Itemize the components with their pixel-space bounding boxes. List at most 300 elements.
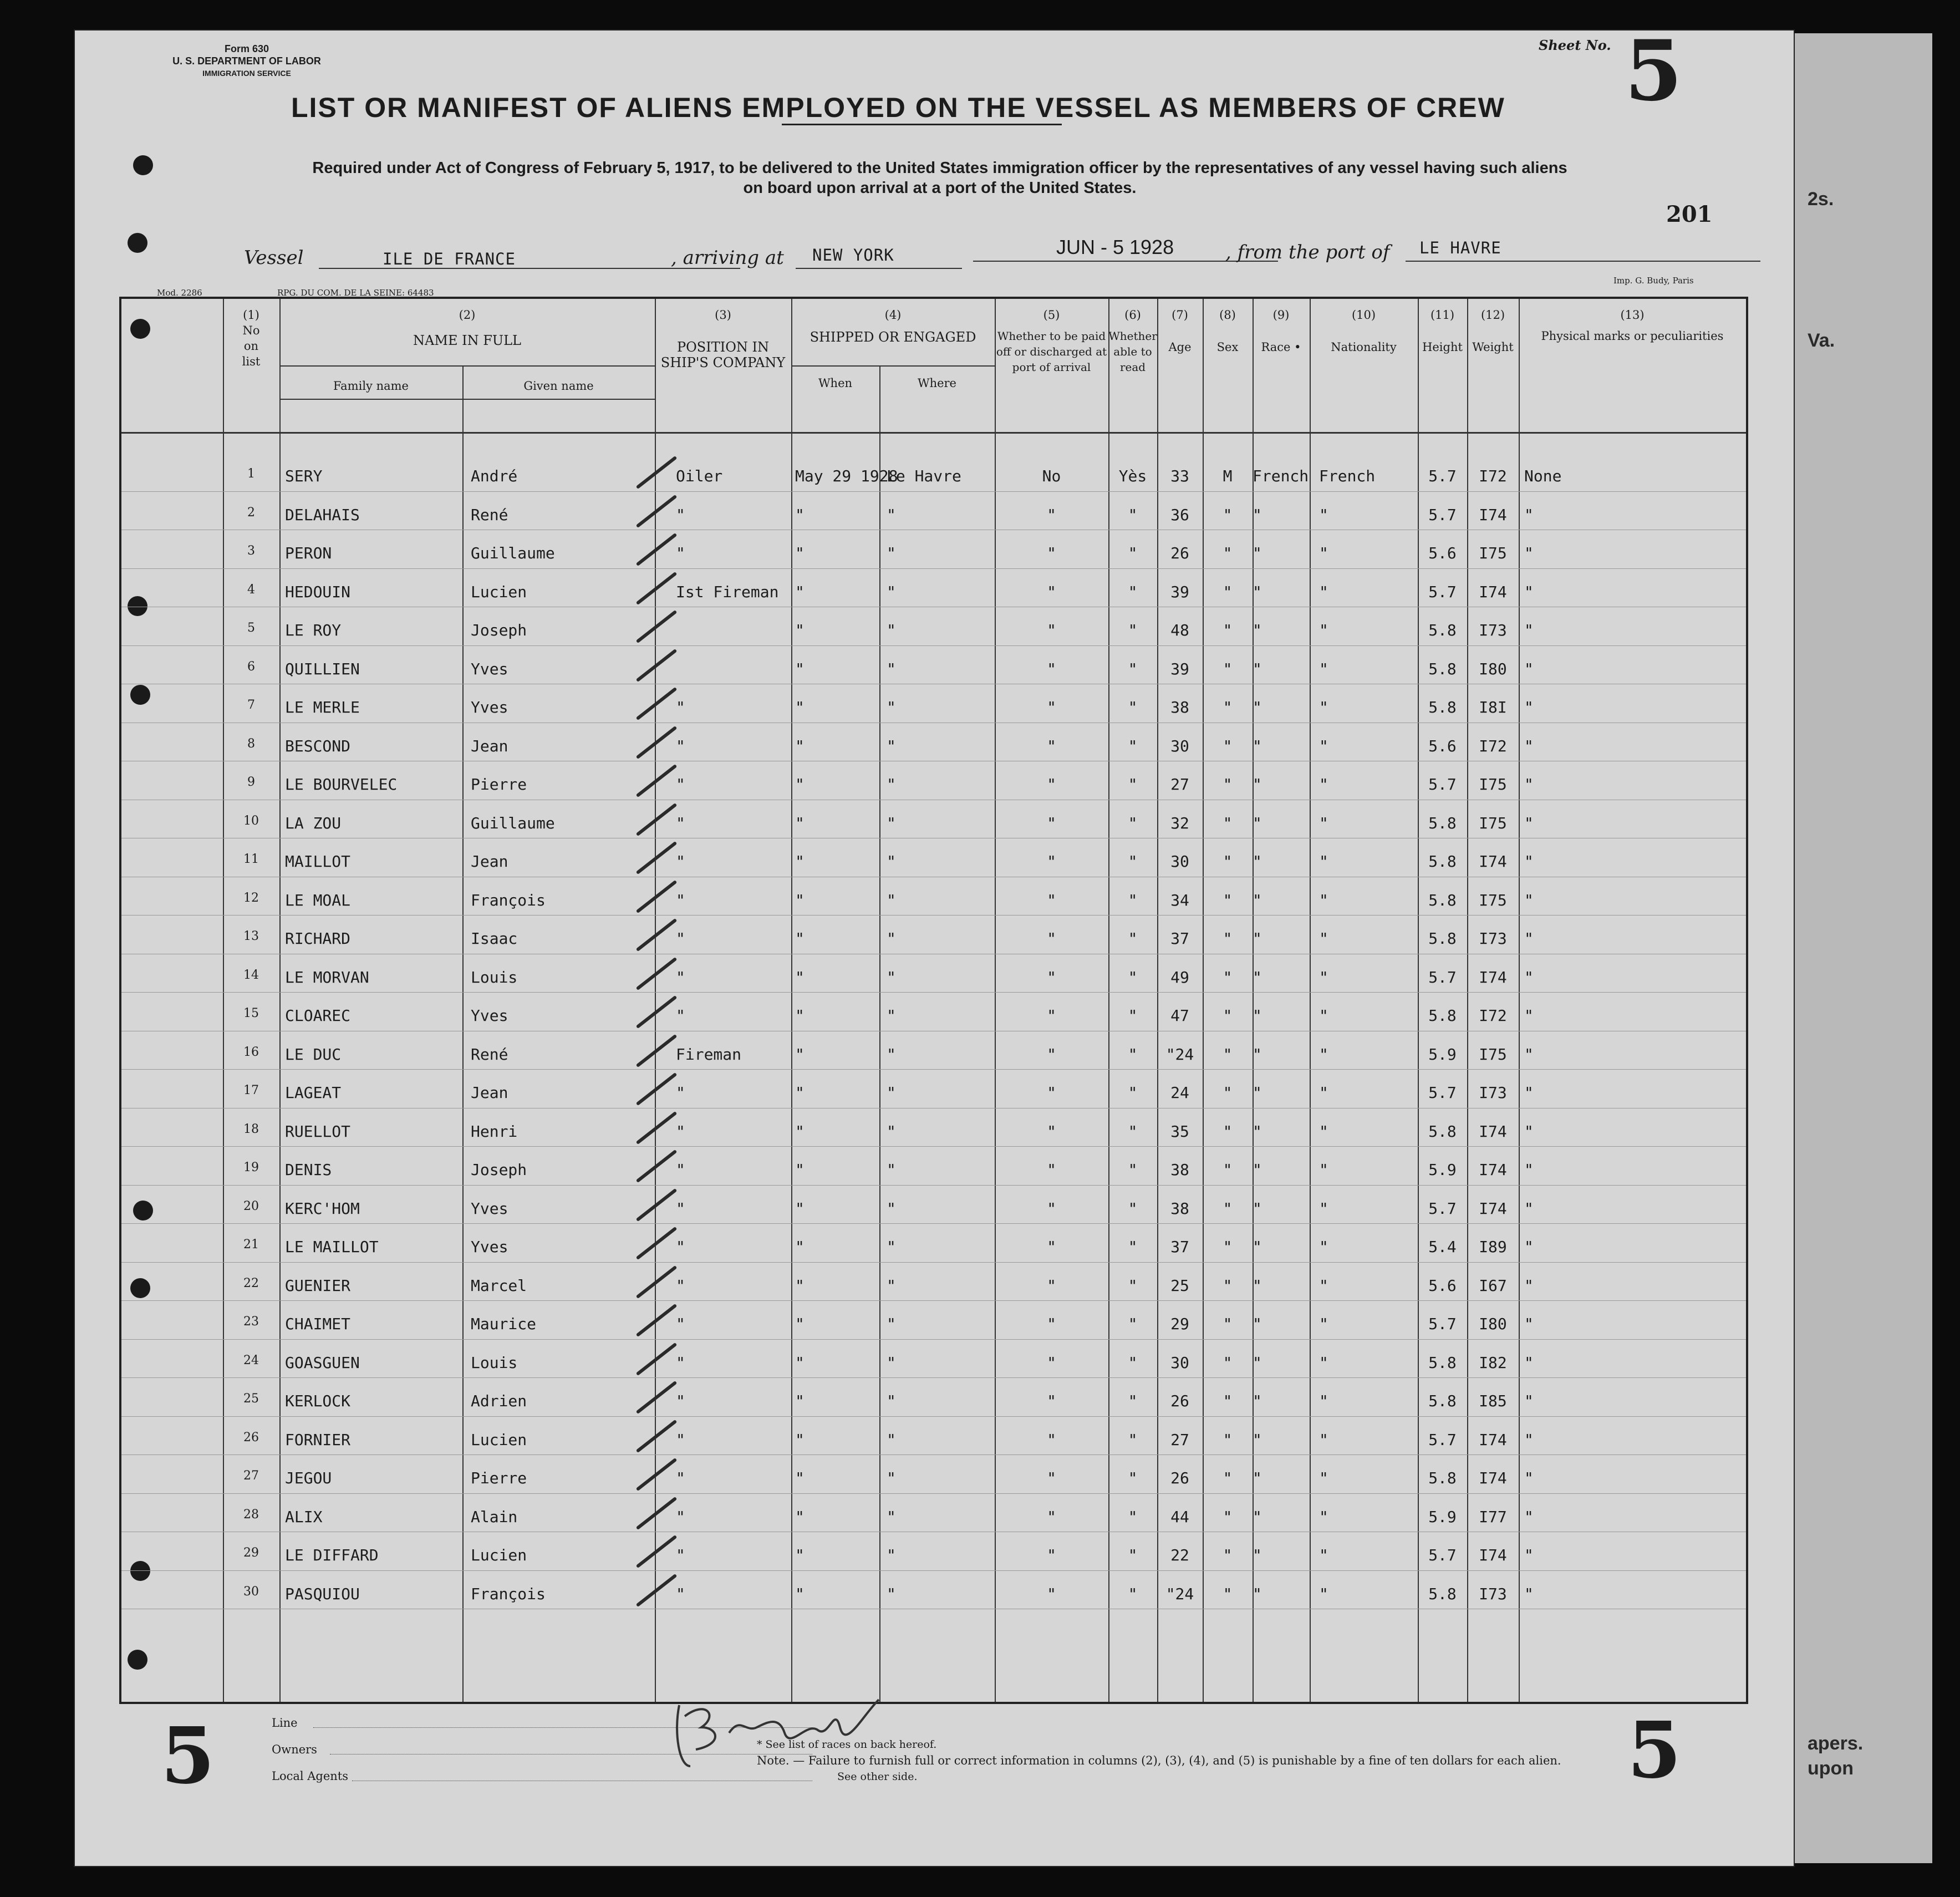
shipped-where: " (887, 891, 896, 909)
weight: I75 (1479, 544, 1507, 562)
position: " (676, 544, 685, 562)
able-to-read: " (1128, 1353, 1138, 1372)
shipped-when: " (795, 1084, 805, 1102)
row-ruling (121, 1570, 1746, 1571)
height: 5.7 (1428, 505, 1457, 524)
shipped-when: " (795, 1045, 805, 1064)
owners-label: Owners (272, 1743, 317, 1756)
physical-marks: " (1524, 1469, 1534, 1487)
given-name: Guillaume (471, 544, 555, 562)
physical-marks: " (1524, 1161, 1534, 1179)
weight: I75 (1479, 775, 1507, 794)
family-name: BESCOND (285, 736, 351, 755)
given-name: Joseph (471, 1161, 527, 1179)
sex: " (1223, 1353, 1233, 1372)
weight: I75 (1479, 1045, 1507, 1064)
able-to-read: " (1128, 544, 1138, 562)
able-to-read: " (1128, 505, 1138, 524)
subtitle (186, 158, 1694, 198)
age: 36 (1170, 505, 1189, 524)
paid-off: " (1047, 544, 1056, 562)
punch-hole (133, 155, 153, 175)
age: 30 (1170, 736, 1189, 755)
shipped-when: " (795, 659, 805, 678)
able-to-read: " (1128, 698, 1138, 716)
age: 22 (1170, 1546, 1189, 1564)
physical-marks: " (1524, 1084, 1534, 1102)
row-ruling (121, 1146, 1746, 1147)
vessel-label: Vessel (244, 247, 304, 269)
given-name: Jean (471, 736, 508, 755)
shipped-when: " (795, 1315, 805, 1333)
height: 5.8 (1428, 1006, 1457, 1025)
physical-marks: " (1524, 1584, 1534, 1603)
row-number: 26 (243, 1430, 259, 1445)
race: " (1253, 736, 1262, 755)
race: " (1253, 929, 1262, 948)
row-ruling (121, 1069, 1746, 1070)
weight: I74 (1479, 852, 1507, 871)
height: 5.4 (1428, 1238, 1457, 1256)
form-header (147, 43, 347, 79)
row-number: 3 (247, 544, 255, 558)
weight: I77 (1479, 1507, 1507, 1526)
sex: " (1223, 659, 1233, 678)
arrival-date-stamp: JUN - 5 1928 (1056, 236, 1174, 258)
paid-off: " (1047, 775, 1056, 794)
paid-off: No (1042, 467, 1061, 485)
able-to-read: Yès (1118, 467, 1147, 485)
row-number: 17 (243, 1084, 259, 1097)
paid-off: " (1047, 1045, 1056, 1064)
local-agents-label: Local Agents (272, 1769, 349, 1783)
physical-marks: " (1524, 891, 1534, 909)
sex: " (1223, 1006, 1233, 1025)
shipped-where: " (887, 582, 896, 601)
age: 49 (1170, 968, 1189, 986)
given-name: Yves (471, 659, 508, 678)
paid-off: " (1047, 1276, 1056, 1295)
physical-marks: " (1524, 775, 1534, 794)
row-number: 2 (247, 505, 255, 520)
paid-off: " (1047, 1199, 1056, 1218)
shipped-where: " (887, 1469, 896, 1487)
sex: " (1223, 1392, 1233, 1410)
family-name: KERLOCK (285, 1392, 351, 1410)
weight: I74 (1479, 1199, 1507, 1218)
nationality: " (1319, 929, 1328, 948)
position: " (676, 813, 685, 832)
position: " (676, 852, 685, 871)
race: " (1253, 1430, 1262, 1449)
sex: " (1223, 1430, 1233, 1449)
height: 5.7 (1428, 1199, 1457, 1218)
weight: I74 (1479, 1546, 1507, 1564)
position: " (676, 1122, 685, 1141)
nationality: " (1319, 736, 1328, 755)
physical-marks: " (1524, 1507, 1534, 1526)
service-name: IMMIGRATION SERVICE (202, 69, 291, 78)
sex: " (1223, 621, 1233, 639)
age: 39 (1170, 582, 1189, 601)
able-to-read: " (1128, 1469, 1138, 1487)
shipped-where: " (887, 1161, 896, 1179)
given-name: Joseph (471, 621, 527, 639)
paid-off: " (1047, 736, 1056, 755)
row-number: 15 (243, 1006, 259, 1020)
col-header-age: (7) Age (1168, 308, 1192, 354)
family-name: GUENIER (285, 1276, 351, 1295)
row-ruling (121, 491, 1746, 492)
age: 25 (1170, 1276, 1189, 1295)
race: " (1253, 1584, 1262, 1603)
position: " (676, 1084, 685, 1102)
paid-off: " (1047, 582, 1056, 601)
nationality: " (1319, 1238, 1328, 1256)
position: " (676, 1199, 685, 1218)
age: 35 (1170, 1122, 1189, 1141)
position: " (676, 736, 685, 755)
physical-marks: " (1524, 659, 1534, 678)
height: 5.9 (1428, 1507, 1457, 1526)
shipped-when: May 29 1928 (795, 467, 898, 485)
nationality: " (1319, 1122, 1328, 1141)
nationality: " (1319, 852, 1328, 871)
given-name: Louis (471, 968, 518, 986)
shipped-when: " (795, 929, 805, 948)
col-header-given-name: Given name (523, 379, 594, 393)
row-number: 29 (243, 1546, 259, 1560)
able-to-read: " (1128, 1584, 1138, 1603)
vessel-name: ILE DE FRANCE (383, 250, 516, 268)
family-name: GOASGUEN (285, 1353, 360, 1372)
shipped-where: " (887, 813, 896, 832)
height: 5.7 (1428, 467, 1457, 485)
page-title: LIST OR MANIFEST OF ALIENS EMPLOYED ON THE VESSEL AS MEMBERS OF CREW (291, 92, 1505, 123)
race: " (1253, 659, 1262, 678)
position: " (676, 1392, 685, 1410)
nationality: " (1319, 1469, 1328, 1487)
sex: " (1223, 852, 1233, 871)
family-name: LA ZOU (285, 813, 342, 832)
shipped-when: " (795, 1353, 805, 1372)
row-ruling (121, 992, 1746, 993)
sex: " (1223, 968, 1233, 986)
sex: " (1223, 929, 1233, 948)
given-name: André (471, 467, 518, 485)
sex: " (1223, 891, 1233, 909)
row-number: 9 (247, 775, 255, 789)
height: 5.8 (1428, 813, 1457, 832)
shipped-when: " (795, 736, 805, 755)
height: 5.9 (1428, 1045, 1457, 1064)
shipped-where: " (887, 929, 896, 948)
physical-marks: None (1524, 467, 1562, 485)
sex: " (1223, 1161, 1233, 1179)
height: 5.8 (1428, 621, 1457, 639)
col-header-family-name: Family name (333, 379, 409, 393)
physical-marks: " (1524, 1238, 1534, 1256)
col-header-nationality: (10) Nationality (1331, 308, 1397, 354)
sex: " (1223, 1238, 1233, 1256)
sex: " (1223, 1122, 1233, 1141)
nationality: " (1319, 1276, 1328, 1295)
able-to-read: " (1128, 891, 1138, 909)
sex: " (1223, 582, 1233, 601)
age: 26 (1170, 544, 1189, 562)
position: " (676, 775, 685, 794)
title-underline (782, 124, 1062, 125)
sex: " (1223, 1276, 1233, 1295)
col-header-name: (2) NAME IN FULL (413, 308, 521, 348)
race: " (1253, 1546, 1262, 1564)
weight: I73 (1479, 1084, 1507, 1102)
sex: M (1223, 467, 1233, 485)
sex: " (1223, 698, 1233, 716)
sex: " (1223, 1584, 1233, 1603)
paid-off: " (1047, 968, 1056, 986)
shipped-when: " (795, 891, 805, 909)
able-to-read: " (1128, 1199, 1138, 1218)
race: " (1253, 1507, 1262, 1526)
from-label: , from the port of (1225, 241, 1390, 263)
race: " (1253, 968, 1262, 986)
able-to-read: " (1128, 1276, 1138, 1295)
row-number: 19 (243, 1161, 259, 1174)
given-name: Yves (471, 1238, 508, 1256)
physical-marks: " (1524, 929, 1534, 948)
row-number: 6 (247, 659, 255, 674)
shipped-where: " (887, 1353, 896, 1372)
shipped-where: " (887, 1006, 896, 1025)
col-header-where: Where (917, 377, 956, 390)
given-name: Adrien (471, 1392, 527, 1410)
family-name: LE MAILLOT (285, 1238, 379, 1256)
under-fragment: apers. (1808, 1733, 1864, 1754)
age: "24 (1165, 1584, 1194, 1603)
able-to-read: " (1128, 1392, 1138, 1410)
physical-marks: " (1524, 1353, 1534, 1372)
race: " (1253, 582, 1262, 601)
position: " (676, 1584, 685, 1603)
family-name: LE MOAL (285, 891, 351, 909)
able-to-read: " (1128, 1161, 1138, 1179)
row-number: 27 (243, 1469, 259, 1483)
sex: " (1223, 1199, 1233, 1218)
nationality: " (1319, 621, 1328, 639)
col-header-weight: (12) Weight (1472, 308, 1514, 354)
race: " (1253, 1315, 1262, 1333)
paid-off: " (1047, 1315, 1056, 1333)
sheet-mark-left: 5 (161, 1711, 215, 1802)
race: " (1253, 813, 1262, 832)
family-name: LE MORVAN (285, 968, 369, 986)
age: 38 (1170, 1161, 1189, 1179)
paid-off: " (1047, 1161, 1056, 1179)
mod-number: Mod. 2286 (157, 288, 202, 298)
nationality: " (1319, 1315, 1328, 1333)
shipped-when: " (795, 582, 805, 601)
row-number: 10 (243, 813, 259, 828)
height: 5.7 (1428, 582, 1457, 601)
paid-off: " (1047, 621, 1056, 639)
position: " (676, 1006, 685, 1025)
race: " (1253, 1353, 1262, 1372)
physical-marks: " (1524, 1122, 1534, 1141)
position: " (676, 1430, 685, 1449)
position: " (676, 1469, 685, 1487)
sheet-number: 5 (1625, 22, 1683, 120)
position: " (676, 1238, 685, 1256)
sex: " (1223, 1469, 1233, 1487)
height: 5.6 (1428, 544, 1457, 562)
race: " (1253, 505, 1262, 524)
physical-marks: " (1524, 544, 1534, 562)
age: 34 (1170, 891, 1189, 909)
from-port: LE HAVRE (1419, 238, 1501, 257)
paid-off: " (1047, 1353, 1056, 1372)
family-name: JEGOU (285, 1469, 332, 1487)
nationality: " (1319, 1507, 1328, 1526)
manifest-sheet (75, 22, 1794, 1866)
physical-marks: " (1524, 621, 1534, 639)
row-ruling (121, 1377, 1746, 1378)
able-to-read: " (1128, 813, 1138, 832)
shipped-where: " (887, 1392, 896, 1410)
given-name: René (471, 505, 508, 524)
weight: I82 (1479, 1353, 1507, 1372)
shipped-where: " (887, 852, 896, 871)
family-name: LAGEAT (285, 1084, 342, 1102)
nationality: " (1319, 1584, 1328, 1603)
able-to-read: " (1128, 1006, 1138, 1025)
race: " (1253, 1006, 1262, 1025)
weight: I74 (1479, 1161, 1507, 1179)
family-name: LE BOURVELEC (285, 775, 398, 794)
given-name: Alain (471, 1507, 518, 1526)
race: " (1253, 1276, 1262, 1295)
shipped-when: " (795, 621, 805, 639)
height: 5.7 (1428, 1315, 1457, 1333)
weight: I75 (1479, 813, 1507, 832)
weight: I74 (1479, 1430, 1507, 1449)
age: 37 (1170, 1238, 1189, 1256)
sex: " (1223, 1084, 1233, 1102)
age: 44 (1170, 1507, 1189, 1526)
family-name: LE DIFFARD (285, 1546, 379, 1564)
paid-off: " (1047, 1238, 1056, 1256)
shipped-where: " (887, 1584, 896, 1603)
age: "24 (1165, 1045, 1194, 1064)
paid-off: " (1047, 1469, 1056, 1487)
nationality: " (1319, 1546, 1328, 1564)
race: " (1253, 1045, 1262, 1064)
row-ruling (121, 915, 1746, 916)
col-header-able-to-read: (6) Whether able to read (1108, 308, 1157, 374)
weight: I80 (1479, 1315, 1507, 1333)
shipped-when: " (795, 775, 805, 794)
height: 5.8 (1428, 698, 1457, 716)
row-number: 8 (247, 736, 255, 751)
shipped-where: " (887, 1546, 896, 1564)
shipped-when: " (795, 1430, 805, 1449)
family-name: RICHARD (285, 929, 351, 948)
weight: I74 (1479, 1469, 1507, 1487)
given-name: Maurice (471, 1315, 537, 1333)
shipped-when: " (795, 968, 805, 986)
col-header-physical-marks: (13) Physical marks or peculiarities (1541, 308, 1724, 343)
able-to-read: " (1128, 1045, 1138, 1064)
department-name: U. S. DEPARTMENT OF LABOR (172, 55, 321, 67)
row-ruling (121, 1493, 1746, 1494)
shipped-when: " (795, 1469, 805, 1487)
physical-marks: " (1524, 582, 1534, 601)
given-name: Isaac (471, 929, 518, 948)
nationality: " (1319, 698, 1328, 716)
age: 27 (1170, 1430, 1189, 1449)
position: " (676, 891, 685, 909)
row-number: 13 (243, 929, 259, 943)
nationality: " (1319, 1161, 1328, 1179)
able-to-read: " (1128, 1315, 1138, 1333)
given-name: Yves (471, 698, 508, 716)
given-name: Lucien (471, 1546, 527, 1564)
shipped-where: " (887, 544, 896, 562)
given-name: François (471, 891, 546, 909)
weight: I89 (1479, 1238, 1507, 1256)
race: " (1253, 1199, 1262, 1218)
nationality: " (1319, 775, 1328, 794)
height: 5.8 (1428, 1469, 1457, 1487)
family-name: LE MERLE (285, 698, 360, 716)
sex: " (1223, 1507, 1233, 1526)
age: 37 (1170, 929, 1189, 948)
position: " (676, 1161, 685, 1179)
row-ruling (121, 1185, 1746, 1186)
age: 47 (1170, 1006, 1189, 1025)
sex: " (1223, 1315, 1233, 1333)
paid-off: " (1047, 852, 1056, 871)
height: 5.6 (1428, 736, 1457, 755)
nationality: " (1319, 544, 1328, 562)
age: 24 (1170, 1084, 1189, 1102)
able-to-read: " (1128, 621, 1138, 639)
position: " (676, 1315, 685, 1333)
nationality: " (1319, 505, 1328, 524)
subtitle-line-2: on board upon arrival at a port of the United States. (743, 179, 1137, 197)
row-ruling (121, 1223, 1746, 1224)
age: 38 (1170, 1199, 1189, 1218)
shipped-where: " (887, 1430, 896, 1449)
position: " (676, 1507, 685, 1526)
family-name: PASQUIOU (285, 1584, 360, 1603)
position: " (676, 1546, 685, 1564)
shipped-where: " (887, 736, 896, 755)
col-header-no: (1) No on list (242, 308, 261, 368)
position: " (676, 698, 685, 716)
able-to-read: " (1128, 1084, 1138, 1102)
given-name: Louis (471, 1353, 518, 1372)
row-number: 21 (243, 1238, 259, 1252)
shipped-when: " (795, 1122, 805, 1141)
physical-marks: " (1524, 505, 1534, 524)
weight: I85 (1479, 1392, 1507, 1410)
physical-marks: " (1524, 852, 1534, 871)
family-name: CHAIMET (285, 1315, 351, 1333)
height: 5.8 (1428, 929, 1457, 948)
nationality: French (1319, 467, 1376, 485)
able-to-read: " (1128, 1546, 1138, 1564)
